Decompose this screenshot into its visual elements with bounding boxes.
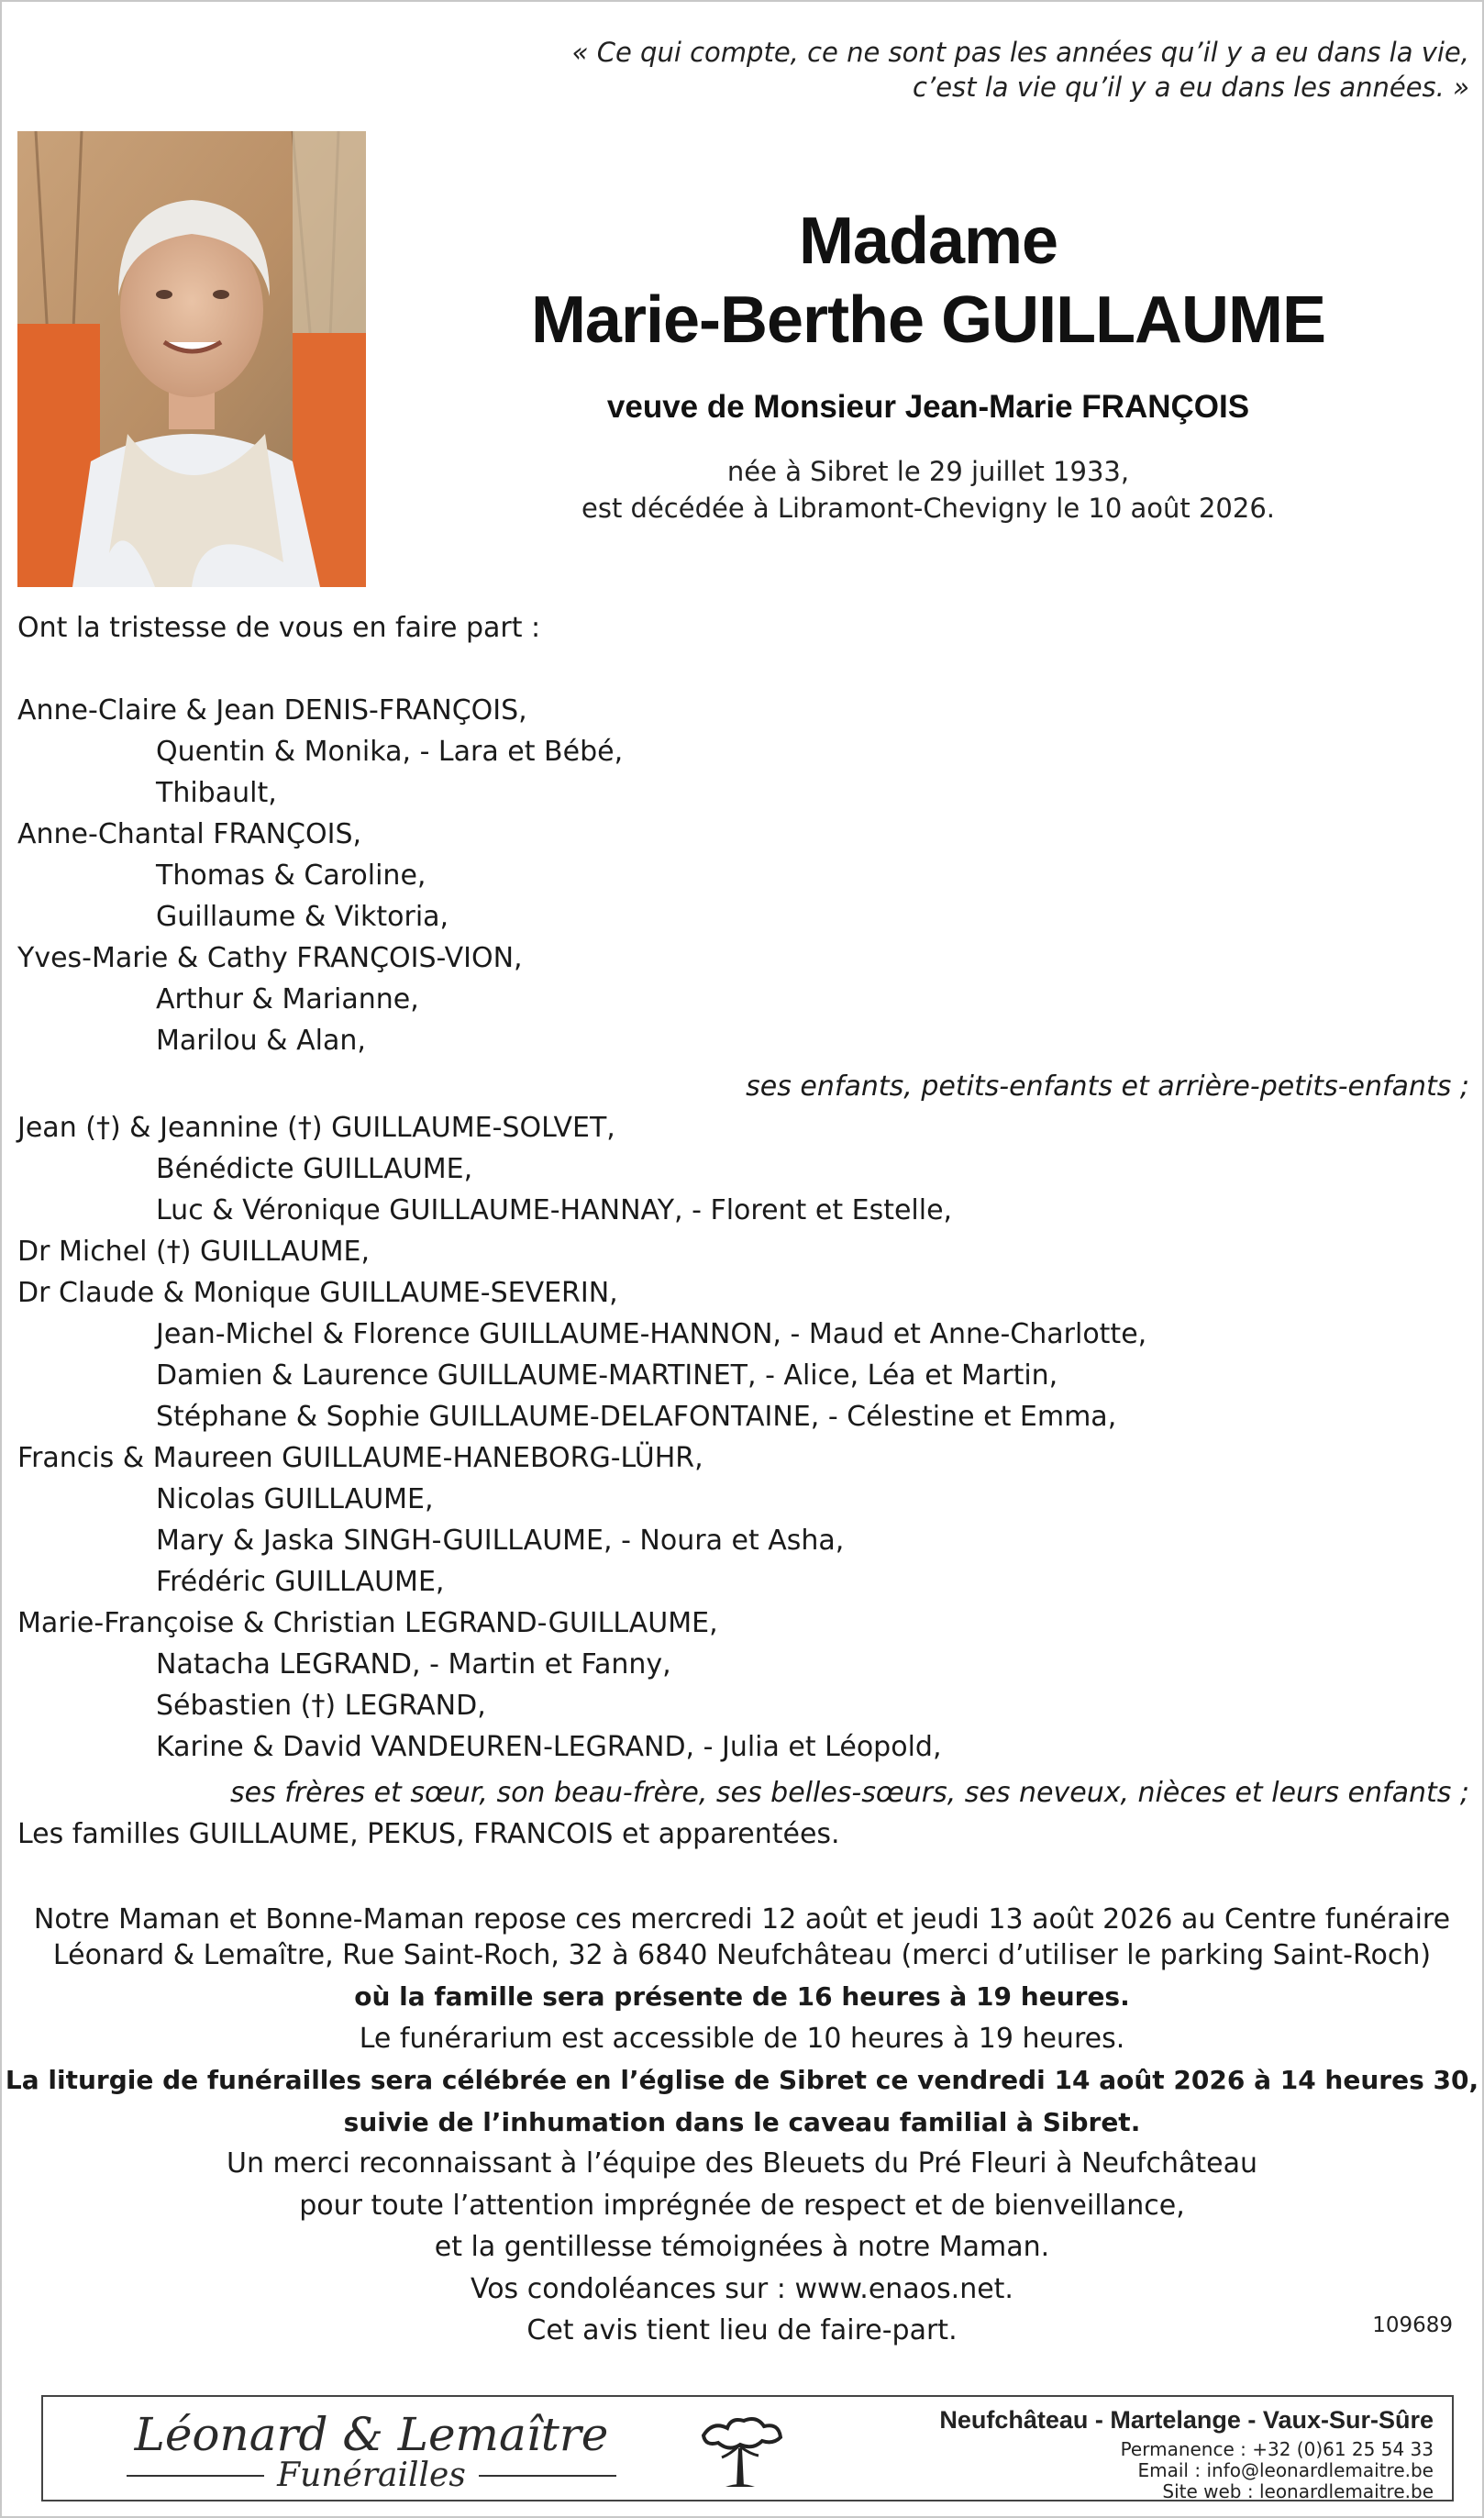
locations: Neufchâteau - Martelange - Vaux-Sur-Sûre <box>939 2406 1434 2434</box>
family-line: Guillaume & Viktoria, <box>156 901 449 933</box>
family-line: Nicolas GUILLAUME, <box>156 1483 434 1515</box>
funeral-home-name: Léonard & Lemaître <box>134 2408 609 2461</box>
intro-line: Ont la tristesse de vous en faire part : <box>17 612 541 644</box>
family-line: Les familles GUILLAUME, PEKUS, FRANCOIS et apparentées. <box>17 1818 840 1850</box>
family-line: Arthur & Marianne, <box>156 983 419 1015</box>
family-line: Marie-Françoise & Christian LEGRAND-GUILLAUME, <box>17 1607 718 1639</box>
family-summary-line: ses enfants, petits-enfants et arrière-petits-enfants ; <box>746 1070 1469 1103</box>
phone-line: Permanence : +32 (0)61 25 54 33 <box>1120 2438 1434 2460</box>
funeral-home-logo <box>115 2408 628 2494</box>
divider <box>479 2475 616 2477</box>
family-line: Bénédicte GUILLAUME, <box>156 1153 473 1185</box>
family-line: Mary & Jaska SINGH-GUILLAUME, - Noura et Asha, <box>156 1525 845 1557</box>
family-line: Luc & Véronique GUILLAUME-HANNAY, - Florent et Estelle, <box>156 1194 953 1226</box>
funeral-home-subtitle: Funérailles <box>277 2457 466 2494</box>
family-line: Marilou & Alan, <box>156 1025 366 1057</box>
notice-line: Notre Maman et Bonne-Maman repose ces mercredi 12 août et jeudi 13 août 2026 au Centre funéraire <box>33 1903 1451 1936</box>
condolences-line: Vos condoléances sur : www.enaos.net. <box>471 2273 1013 2305</box>
family-line: Thibault, <box>156 777 277 809</box>
birth-death-info <box>479 453 1378 527</box>
notice-line: et la gentillesse témoignées à notre Maman. <box>434 2231 1050 2263</box>
birth-line: née à Sibret le 29 juillet 1933, <box>726 456 1130 487</box>
funeral-home-contact <box>939 2404 1434 2502</box>
family-line: Karine & David VANDEUREN-LEGRAND, - Julia et Léopold, <box>156 1731 942 1763</box>
family-line: Frédéric GUILLAUME, <box>156 1566 445 1598</box>
family-line: Jean-Michel & Florence GUILLAUME-HANNON, - Maud et Anne-Charlotte, <box>156 1318 1147 1350</box>
family-line: Dr Claude & Monique GUILLAUME-SEVERIN, <box>17 1277 618 1309</box>
notice-line: Léonard & Lemaître, Rue Saint-Roch, 32 à 6840 Neufchâteau (merci d’utiliser le parking Saint-Roch) <box>52 1939 1432 1971</box>
family-line: Stéphane & Sophie GUILLAUME-DELAFONTAINE, - Célestine et Emma, <box>156 1401 1117 1433</box>
epigraph-quote <box>572 35 1469 105</box>
deceased-heading <box>479 202 1378 360</box>
quote-line-2: c’est la vie qu’il y a eu dans les années. » <box>913 72 1469 103</box>
notice-line: Cet avis tient lieu de faire-part. <box>526 2314 958 2346</box>
reference-number: 109689 <box>1372 2313 1453 2337</box>
notice-line-bold: suivie de l’inhumation dans le caveau familial à Sibret. <box>343 2107 1141 2137</box>
family-line: Sébastien (†) LEGRAND, <box>156 1690 486 1722</box>
family-line: Natacha LEGRAND, - Martin et Fanny, <box>156 1648 671 1681</box>
family-line: Quentin & Monika, - Lara et Bébé, <box>156 736 624 768</box>
family-line: Jean (†) & Jeannine (†) GUILLAUME-SOLVET, <box>17 1112 615 1144</box>
death-line: est décédée à Libramont-Chevigny le 10 août 2026. <box>581 493 1275 524</box>
deceased-title: Madame <box>798 205 1058 278</box>
notice-line-bold: La liturgie de funérailles sera célébrée en l’église de Sibret ce vendredi 14 août 2026 à 14 heures 30, <box>5 2065 1479 2095</box>
family-line: Dr Michel (†) GUILLAUME, <box>17 1236 370 1268</box>
email-line: Email : info@leonardlemaitre.be <box>1137 2459 1434 2481</box>
quote-line-1: « Ce qui compte, ce ne sont pas les années qu’il y a eu dans la vie, <box>571 37 1469 68</box>
tree-icon <box>685 2412 795 2490</box>
portrait-photo <box>17 131 366 587</box>
notice-line-bold: où la famille sera présente de 16 heures à 19 heures. <box>354 1981 1130 2012</box>
notice-line: Le funérarium est accessible de 10 heures à 19 heures. <box>359 2023 1125 2055</box>
notice-line: Un merci reconnaissant à l’équipe des Bleuets du Pré Fleuri à Neufchâteau <box>226 2147 1258 2180</box>
family-summary-line: ses frères et sœur, son beau-frère, ses belles-sœurs, ses neveux, nièces et leurs enfants ; <box>230 1777 1469 1809</box>
family-line: Anne-Chantal FRANÇOIS, <box>17 818 362 850</box>
family-line: Thomas & Caroline, <box>156 860 426 892</box>
notice-line: pour toute l’attention imprégnée de respect et de bienveillance, <box>299 2190 1185 2222</box>
portrait-image <box>17 131 366 587</box>
family-line: Yves-Marie & Cathy FRANÇOIS-VION, <box>17 942 523 974</box>
family-line: Anne-Claire & Jean DENIS-FRANÇOIS, <box>17 694 527 727</box>
funeral-home-banner <box>41 2395 1454 2501</box>
family-line: Damien & Laurence GUILLAUME-MARTINET, - Alice, Léa et Martin, <box>156 1359 1058 1392</box>
divider <box>127 2475 264 2477</box>
deceased-name: Marie-Berthe GUILLAUME <box>530 283 1326 357</box>
website-line: Site web : leonardlemaitre.be <box>1162 2480 1434 2502</box>
family-line: Francis & Maureen GUILLAUME-HANEBORG-LÜHR, <box>17 1442 703 1474</box>
widow-of-line: veuve de Monsieur Jean-Marie FRANÇOIS <box>606 389 1250 425</box>
